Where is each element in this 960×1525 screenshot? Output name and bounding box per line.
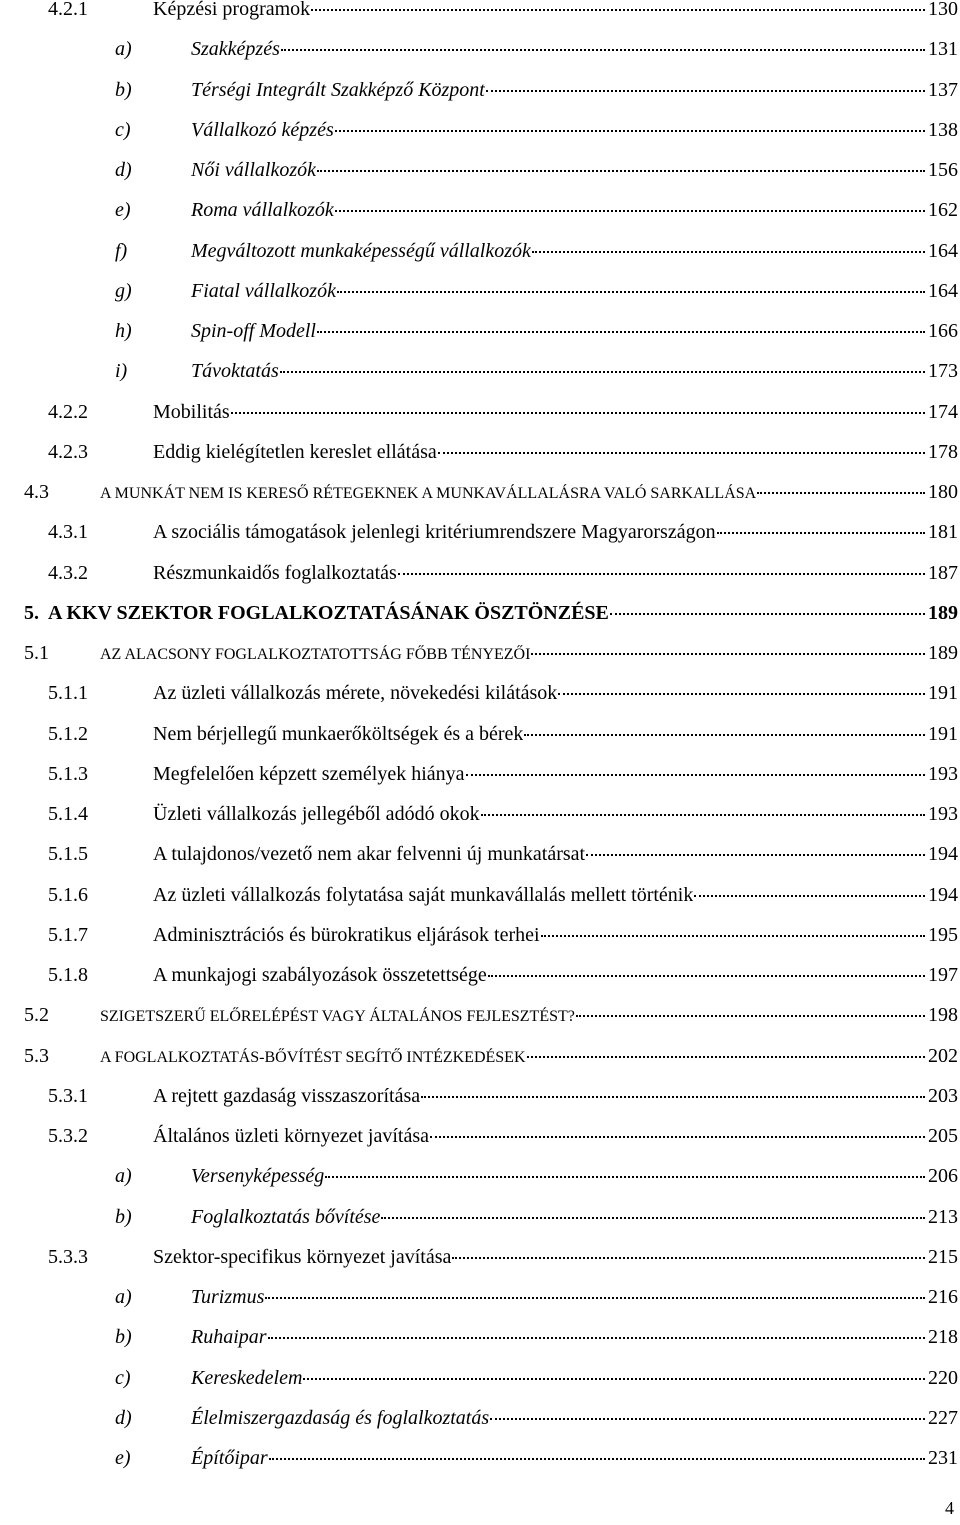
- toc-entry-page: 193: [928, 762, 958, 785]
- toc-entry-body: [191, 74, 958, 106]
- toc-entry[interactable]: [0, 919, 960, 951]
- toc-entry-title: Szektor-specifikus környezet javítása: [153, 1245, 452, 1268]
- toc-entry-body: [153, 516, 958, 548]
- dot-leader: [527, 1055, 926, 1058]
- toc-entry-body: [191, 1321, 958, 1353]
- toc-entry[interactable]: [0, 1120, 960, 1152]
- toc-entry[interactable]: [0, 1402, 960, 1434]
- toc-entry-page: 131: [928, 38, 958, 61]
- toc-entry-page: 216: [928, 1286, 958, 1308]
- toc-entry-number: b): [115, 78, 132, 101]
- dot-leader: [586, 853, 925, 856]
- toc-entry-body: [48, 597, 958, 629]
- dot-leader: [490, 1417, 925, 1420]
- dot-leader: [576, 1014, 925, 1017]
- toc-entry-number: e): [115, 199, 131, 222]
- toc-entry[interactable]: [0, 838, 960, 870]
- dot-leader: [532, 250, 925, 253]
- toc-entry-number: 5.1.3: [48, 762, 88, 785]
- toc-entry-body: [153, 879, 958, 911]
- toc-entry-title: Az üzleti vállalkozás folytatása saját munkavállalás mellett történik: [153, 883, 694, 906]
- toc-entry[interactable]: [0, 436, 960, 468]
- toc-entry-title: Kereskedelem: [191, 1366, 303, 1389]
- dot-leader: [381, 1216, 925, 1219]
- toc-entry-number: b): [115, 1205, 132, 1228]
- toc-entry-body: [191, 1402, 958, 1434]
- toc-entry-number: e): [115, 1447, 131, 1469]
- toc-entry-title: Nem bérjellegű munkaerőköltségek és a bérek: [153, 722, 524, 745]
- toc-entry-number: 5.1.7: [48, 923, 88, 946]
- toc-entry-number: a): [115, 38, 132, 61]
- toc-entry-number: 4.3.1: [48, 521, 88, 544]
- toc-entry-page: 164: [928, 279, 958, 302]
- toc-entry[interactable]: [0, 677, 960, 709]
- toc-entry-body: [191, 235, 958, 267]
- toc-entry-number: 5.3.1: [48, 1084, 88, 1107]
- toc-entry-title: Ruhaipar: [191, 1326, 267, 1349]
- toc-entry-title: Eddig kielégítetlen kereslet ellátása: [153, 440, 437, 463]
- toc-entry-body: [191, 114, 958, 146]
- toc-entry-number: h): [115, 320, 132, 342]
- toc-entry-page: 189: [928, 642, 958, 664]
- toc-entry-title: Turizmus: [191, 1286, 265, 1308]
- toc-entry[interactable]: [0, 597, 960, 629]
- dot-leader: [303, 1377, 925, 1380]
- toc-entry-page: 206: [928, 1165, 958, 1188]
- toc-entry-page: 227: [928, 1406, 958, 1429]
- toc-entry-title: Spin-off Modell: [191, 320, 316, 342]
- toc-entry-number: 4.2.1: [48, 0, 88, 20]
- toc-entry-title: Foglalkoztatás bővítése: [191, 1205, 381, 1228]
- toc-entry[interactable]: [0, 154, 960, 186]
- toc-entry-title: A szociális támogatások jelenlegi kritériumrendszere Magyarországon: [153, 521, 716, 544]
- toc-entry-body: [100, 999, 958, 1033]
- toc-entry-title: Fiatal vállalkozók: [191, 279, 336, 302]
- toc-entry-number: 5.1: [24, 642, 49, 664]
- dot-leader: [694, 894, 925, 897]
- dot-leader: [452, 1256, 925, 1259]
- toc-entry[interactable]: [0, 557, 960, 589]
- toc-entry-page: 164: [928, 239, 958, 262]
- toc-entry-page: 231: [928, 1447, 958, 1469]
- toc-entry-number: 5.1.6: [48, 883, 88, 906]
- toc-entry-title: Megváltozott munkaképességű vállalkozók: [191, 239, 531, 262]
- dot-leader: [481, 813, 925, 816]
- toc-entry-title: Távoktatás: [191, 360, 279, 383]
- toc-entry[interactable]: [0, 637, 960, 669]
- toc-entry-body: [153, 718, 958, 750]
- toc-entry-title: A KKV SZEKTOR FOGLALKOZTATÁSÁNAK ÖSZTÖNZÉSE: [48, 601, 609, 624]
- toc-entry-number: d): [115, 1406, 132, 1429]
- dot-leader: [541, 934, 925, 937]
- toc-entry[interactable]: [0, 1160, 960, 1192]
- toc-entry-page: 178: [928, 440, 958, 463]
- dot-leader: [280, 370, 925, 373]
- dot-leader: [335, 209, 925, 212]
- toc-entry-number: f): [115, 239, 128, 262]
- toc-entry-body: [191, 1160, 958, 1192]
- toc-entry-number: 5.3: [24, 1044, 49, 1067]
- toc-entry-body: [153, 919, 958, 951]
- toc-entry-body: [153, 1241, 958, 1273]
- toc-entry-body: [153, 959, 958, 991]
- dot-leader: [466, 773, 925, 776]
- toc-entry-number: 5.: [24, 601, 39, 624]
- toc-entry[interactable]: [0, 1442, 960, 1474]
- toc-entry-body: [153, 0, 958, 25]
- toc-entry-page: 198: [928, 1004, 958, 1027]
- toc-entry-title: SZIGETSZERŰ ELŐRELÉPÉST VAGY ÁLTALÁNOS FEJLESZTÉST?: [100, 1008, 575, 1026]
- toc-entry-number: d): [115, 159, 132, 181]
- dot-leader: [268, 1336, 925, 1339]
- dot-leader: [311, 8, 925, 11]
- toc-entry[interactable]: [0, 1040, 960, 1072]
- toc-entry-number: 5.1.8: [48, 964, 88, 986]
- toc-entry-body: [191, 1442, 958, 1474]
- toc-entry-title: A munkajogi szabályozások összetettsége: [153, 964, 487, 986]
- toc-entry-title: Szakképzés: [191, 38, 280, 61]
- toc-entry[interactable]: [0, 315, 960, 347]
- toc-entry-page: 174: [928, 400, 958, 423]
- toc-entry[interactable]: [0, 114, 960, 146]
- toc-entry-page: 191: [928, 682, 958, 705]
- dot-leader: [269, 1457, 925, 1460]
- toc-entry-title: Térségi Integrált Szakképző Központ: [191, 78, 485, 101]
- toc-entry-title: Általános üzleti környezet javítása: [153, 1125, 430, 1147]
- toc-entry-page: 181: [928, 521, 958, 544]
- toc-entry-title: Adminisztrációs és bürokratikus eljárások terhei: [153, 923, 540, 946]
- toc-entry[interactable]: [0, 718, 960, 750]
- toc-entry-page: 194: [928, 883, 958, 906]
- toc-entry-number: g): [115, 279, 132, 302]
- toc-entry-body: [100, 1040, 958, 1074]
- toc-entry-page: 194: [928, 843, 958, 866]
- toc-entry[interactable]: [0, 999, 960, 1031]
- toc-entry-number: 4.2.3: [48, 440, 88, 463]
- dot-leader: [281, 48, 925, 51]
- toc-entry-body: [191, 355, 958, 387]
- toc-entry-title: Képzési programok: [153, 0, 311, 20]
- toc-entry-page: 197: [928, 964, 958, 986]
- dot-leader: [610, 612, 925, 615]
- dot-leader: [265, 1296, 925, 1299]
- toc-entry-number: 5.1.2: [48, 722, 88, 745]
- toc-entry-title: Az üzleti vállalkozás mérete, növekedési kilátások: [153, 682, 558, 705]
- dot-leader: [398, 572, 925, 575]
- toc-entry-body: [100, 637, 958, 671]
- toc-entry-page: 203: [928, 1084, 958, 1107]
- toc-entry-page: 137: [928, 78, 958, 101]
- toc-entry-title: Mobilitás: [153, 400, 230, 423]
- toc-entry[interactable]: [0, 0, 960, 25]
- toc-entry-page: 202: [928, 1044, 958, 1067]
- toc-entry[interactable]: [0, 1362, 960, 1394]
- toc-entry-page: 156: [928, 159, 958, 181]
- toc-entry[interactable]: [0, 879, 960, 911]
- toc-entry-title: Üzleti vállalkozás jellegéből adódó okok: [153, 803, 480, 825]
- toc-entry-page: 218: [928, 1326, 958, 1349]
- toc-entry-body: [100, 476, 958, 510]
- toc-entry-page: 138: [928, 118, 958, 141]
- dot-leader: [717, 531, 925, 534]
- toc-entry-number: 5.3.3: [48, 1245, 88, 1268]
- toc-entry-body: [153, 557, 958, 589]
- toc-entry-page: 130: [928, 0, 958, 20]
- dot-leader: [421, 1095, 925, 1098]
- toc-entry-body: [191, 315, 958, 347]
- toc-entry[interactable]: [0, 1241, 960, 1273]
- toc-entry-body: [191, 1281, 958, 1313]
- toc-entry-number: a): [115, 1286, 132, 1308]
- toc-entry-title: Megfelelően képzett személyek hiánya: [153, 762, 465, 785]
- toc-entry-number: a): [115, 1165, 132, 1188]
- page-number: 4: [945, 1498, 954, 1518]
- toc-entry-title: AZ ALACSONY FOGLALKOZTATOTTSÁG FŐBB TÉNYEZŐI: [100, 646, 531, 663]
- toc-entry-title: Roma vállalkozók: [191, 199, 334, 222]
- dot-leader: [558, 692, 925, 695]
- dot-leader: [531, 652, 925, 655]
- dot-leader: [430, 1135, 925, 1138]
- toc-entry[interactable]: [0, 516, 960, 548]
- toc-entry-page: 187: [928, 561, 958, 584]
- toc-entry-page: 195: [928, 923, 958, 946]
- dot-leader: [757, 491, 925, 494]
- toc-entry[interactable]: [0, 355, 960, 387]
- toc-entry-body: [153, 1080, 958, 1112]
- toc-entry-number: 5.1.4: [48, 803, 88, 825]
- toc-entry-title: Építőipar: [191, 1447, 268, 1469]
- toc-entry-title: A FOGLALKOZTATÁS-BŐVÍTÉST SEGÍTŐ INTÉZKEDÉSEK: [100, 1048, 526, 1066]
- toc-entry[interactable]: [0, 1281, 960, 1313]
- toc-entry-number: 4.2.2: [48, 400, 88, 423]
- toc-entry-title: Élelmiszergazdaság és foglalkoztatás: [191, 1406, 490, 1429]
- toc-entry-page: 191: [928, 722, 958, 745]
- toc-entry-page: 180: [928, 481, 958, 503]
- toc-entry-page: 220: [928, 1366, 958, 1389]
- toc-entry-page: 213: [928, 1205, 958, 1228]
- toc-entry-body: [153, 758, 958, 790]
- toc-entry-page: 205: [928, 1125, 958, 1147]
- toc-entry-title: Részmunkaidős foglalkoztatás: [153, 561, 397, 584]
- toc-entry-body: [191, 275, 958, 307]
- toc-entry-number: c): [115, 1366, 131, 1389]
- toc-entry-page: 189: [928, 601, 958, 624]
- toc-entry-body: [153, 1120, 958, 1152]
- toc-entry-body: [191, 154, 958, 186]
- dot-leader: [335, 129, 925, 132]
- toc-entry-number: 5.2: [24, 1004, 49, 1027]
- dot-leader: [337, 290, 925, 293]
- toc-entry-title: Versenyképesség: [191, 1165, 325, 1188]
- dot-leader: [488, 974, 925, 977]
- toc-entry[interactable]: [0, 33, 960, 65]
- dot-leader: [325, 1175, 925, 1178]
- dot-leader: [438, 451, 925, 454]
- toc-entry-number: 5.1.1: [48, 682, 88, 705]
- toc-entry[interactable]: [0, 74, 960, 106]
- toc-entry-body: [153, 677, 958, 709]
- toc-entry-body: [191, 1201, 958, 1233]
- toc-entry[interactable]: [0, 959, 960, 991]
- toc-entry[interactable]: [0, 194, 960, 226]
- toc-entry-title: A rejtett gazdaság visszaszorítása: [153, 1084, 421, 1107]
- dot-leader: [486, 89, 925, 92]
- toc-entry-number: 4.3.2: [48, 561, 88, 584]
- toc-entry-body: [153, 396, 958, 428]
- toc-entry-number: 4.3: [24, 481, 49, 503]
- toc-entry[interactable]: [0, 758, 960, 790]
- toc-entry[interactable]: [0, 798, 960, 830]
- toc-entry-number: b): [115, 1326, 132, 1349]
- toc-entry[interactable]: [0, 396, 960, 428]
- toc-entry-page: 215: [928, 1245, 958, 1268]
- toc-entry[interactable]: [0, 476, 960, 508]
- toc-entry-number: 5.3.2: [48, 1125, 88, 1147]
- toc-entry-body: [153, 436, 958, 468]
- dot-leader: [524, 733, 925, 736]
- dot-leader: [317, 169, 925, 172]
- toc-entry-body: [191, 33, 958, 65]
- toc-entry-body: [191, 1362, 958, 1394]
- toc-entry-number: c): [115, 118, 131, 141]
- toc-entry-number: i): [115, 360, 128, 383]
- toc-entry-body: [153, 798, 958, 830]
- toc-entry-page: 193: [928, 803, 958, 825]
- toc-entry-body: [191, 194, 958, 226]
- toc-entry[interactable]: [0, 1201, 960, 1233]
- toc-entry-title: A MUNKÁT NEM IS KERESŐ RÉTEGEKNEK A MUNKAVÁLLALÁSRA VALÓ SARKALLÁSA: [100, 485, 757, 502]
- dot-leader: [317, 330, 925, 333]
- toc-entry[interactable]: [0, 1321, 960, 1353]
- toc-entry-body: [153, 838, 958, 870]
- toc-entry-title: Női vállalkozók: [191, 159, 316, 181]
- dot-leader: [231, 411, 925, 414]
- toc-entry-page: 173: [928, 360, 958, 383]
- toc-entry-number: 5.1.5: [48, 843, 88, 866]
- toc-entry-page: 162: [928, 199, 958, 222]
- toc-entry[interactable]: [0, 235, 960, 267]
- toc-entry[interactable]: [0, 275, 960, 307]
- toc-entry-title: A tulajdonos/vezető nem akar felvenni új munkatársat: [153, 843, 586, 866]
- toc-entry-title: Vállalkozó képzés: [191, 118, 334, 141]
- toc-entry-page: 166: [928, 320, 958, 342]
- toc-entry[interactable]: [0, 1080, 960, 1112]
